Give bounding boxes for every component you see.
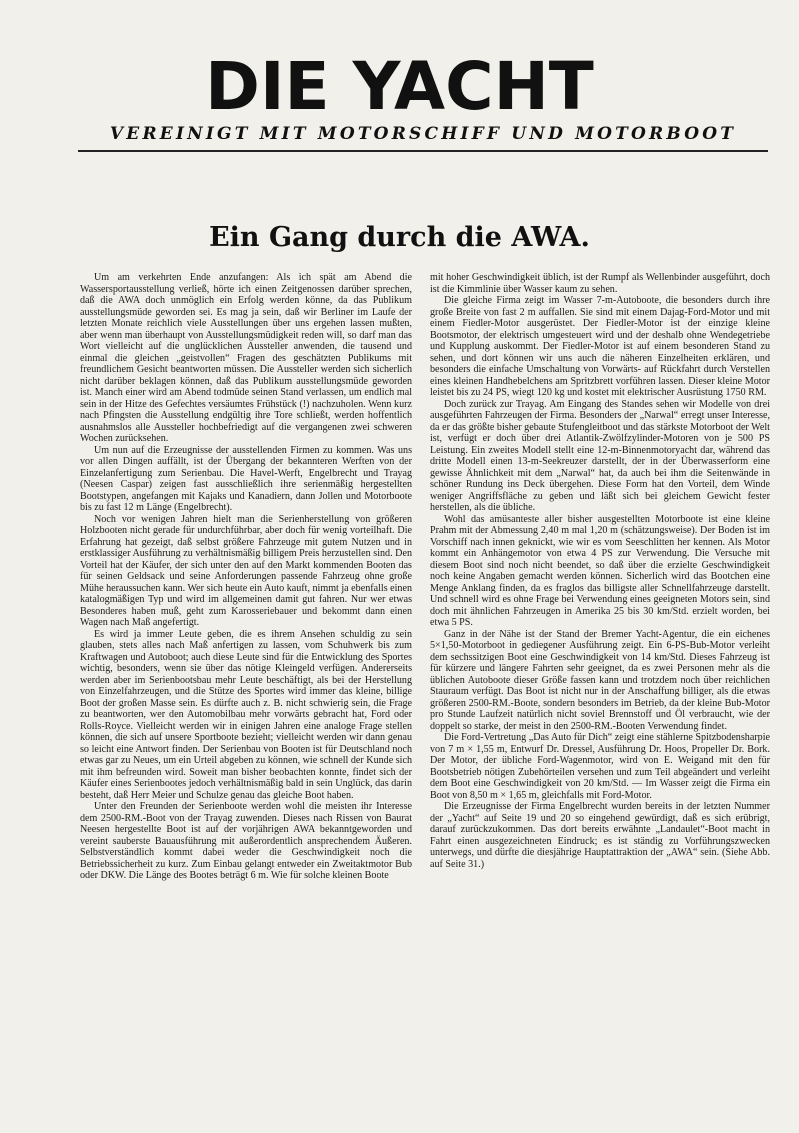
paragraph: Die Erzeugnisse der Firma Engelbrecht wurden bereits in der letzten Nummer der „Yacht“ auf Seite 19 und 20 so eingehend gewürdigt, daß es sich erübrigt, darauf zurückzukommen. Das dort bereits erwähnte „Landaulet“-Boot macht in Fahrt einen ausgezeichneten Eindruck; es ist ständig zu Vorführungszwecken unterwegs, und dürfte die diesjährige Hauptattraktion der „AWA“ sein. (Siehe Abb. auf Seite 31.) xyxy=(430,801,770,870)
masthead-rule xyxy=(78,150,768,152)
paragraph: Ganz in der Nähe ist der Stand der Bremer Yacht-Agentur, die ein eichenes 5×1,50-Motorboot in gediegener Ausführung zeigt. Ein 6-PS-Bub-Motor verleiht dem sechssitzigen Boot eine Geschwindigkeit von 14 km/Std. Dieses Fahrzeug ist für kürzere und längere Fahrten sehr geeignet, da es zwei Personen mehr als die üblichen Autoboote dieser Größe fassen kann und trotzdem noch über reichlichen Stauraum verfügt. Das Boot ist nicht nur in der Anschaffung billiger, als die etwas größeren 2500-RM.-Boote, sondern besonders im Betrieb, da der kleine Bub-Motor pro Stunde Laufzeit natürlich nicht soviel Brennstoff und Öl verbraucht, wie der doppelt so starke, der meist in den 2500-RM.-Booten Verwendung findet. xyxy=(430,628,770,732)
paragraph: Um nun auf die Erzeugnisse der ausstellenden Firmen zu kommen. Was uns vor allen Dingen auffällt, ist der Übergang der bekannteren Werften von der Einzelanfertigung zum Serienbau. Die Havel-Werft, Engelbrecht und Trayag (Neesen Caspar) zeigen fast ausschließlich ihre serienmäßig hergestellten Bootstypen, angefangen mit Kajaks und Kanadiern, dann Jollen und Motorboote bis zu fast 12 m Länge (Engelbrecht). xyxy=(80,444,412,513)
paragraph: Unter den Freunden der Serienboote werden wohl die meisten ihr Interesse dem 2500-RM.-Boot von der Trayag zuwenden. Dieses nach Rissen von Baurat Neesen hergestellte Boot ist auf der vorjährigen AWA bekanntgeworden und vereint sauberste Bauausführung mit außerordentlich ansprechendem Äußeren. Selbstverständlich kommt dabei weder die Geschwindigkeit noch die Betriebssicherheit zu kurz. Zum Einbau gelangt entweder ein Zweitaktmotor Bub oder DKW. Die Länge des Bootes beträgt 6 m. Wie für solche kleinen Boote xyxy=(80,801,412,881)
paragraph: Doch zurück zur Trayag. Am Eingang des Standes sehen wir Modelle von drei ausgeführten Fahrzeugen der Firma. Besonders der „Narwal“ erregt unser Interesse, da er das größte bisher gebaute Stufengleitboot und das stärkste Motorboot der Welt ist, verfügt er doch über drei Atlantik-Zwölfzylinder-Motoren von je 500 PS Leistung. Ein zweites Modell stellt eine 12-m-Binnenmotoryacht dar, während das dritte Modell einen 13-m-Seekreuzer darstellt, der in der Überwasserform eine gewisse Ähnlichkeit mit dem „Narwal“ hat, da auch bei ihm die Seitenwände in schöner Rundung ins Deck übergehen. Diese Form hat den Vorteil, dem Winde weniger Angriffsfläche zu geben und läßt sich bei gleichem Gewicht fester herstellen, als die übliche. xyxy=(430,398,770,513)
paragraph: Um am verkehrten Ende anzufangen: Als ich spät am Abend die Wassersportausstellung verließ, hörte ich einen Zeitgenossen darüber sprechen, daß die AWA doch unmöglich ein Erfolg werden könne, da das Publikum ausstellungsmüde geworden sei. Es mag ja sein, daß wir Berliner im Laufe der letzten Monate reichlich viele Ausstellungen über uns ergehen lassen mußten, aber wenn man überhaupt von Ausstellungsmüdigkeit reden will, so darf man das Wort vielleicht auf die unglücklichen Aussteller anwenden, die tausend und einmal die gleichen „geistvollen“ Fragen des geschätzten Publikums mit freundlichem Gesicht beantworten müssen. Die Aussteller werden sich sicherlich nicht darüber beklagen können, daß das Publikum ausstellungsmüde geworden ist. Manch einer wird am Abend todmüde seinen Stand verlassen, um endlich mal sein in der Hitze des Gefechtes versäumtes Frühstück (!) nachzuholen. Wenn kurz nach Pfingsten die Ausstellung endgültig ihre Tore schließt, werden hoffentlich ausnahmslos alle Aussteller hochbefriedigt auf die vergangenen zwei schweren Wochen zurücksehen. xyxy=(80,272,412,444)
paragraph: Die Ford-Vertretung „Das Auto für Dich“ zeigt eine stählerne Spitzbodensharpie von 7 m × 1,55 m, Entwurf Dr. Dressel, Ausführung Dr. Hoos, Propeller Dr. Bork. Der Motor, der übliche Ford-Wagenmotor, wird von E. Weigand mit den für Bootsbetrieb nötigen Zubehörteilen versehen und zum Teil abgeändert und verleiht dem Boot eine Geschwindigkeit von 20 km/Std. — Im Wasser zeigt die Firma ein Boot von 8,50 m × 1,65 m, gleichfalls mit Ford-Motor. xyxy=(430,732,770,801)
paragraph: Es wird ja immer Leute geben, die es ihrem Ansehen schuldig zu sein glauben, stets alles nach Maß anfertigen zu lassen, vom Schuhwerk bis zum Kraftwagen und Autoboot; auch diese Leute sind für die Entwicklung des Sportes wichtig, besonders, wenn sie über das nötige Kleingeld verfügen. Andererseits werden aber im Serienbootsbau mehr Leute beschäftigt, als bei der Herstellung von Einzelfahrzeugen, und die Stütze des Sportes wird immer das kleine, billige Boot der großen Masse sein. Es dürfte auch z. B. nicht schwierig sein, die Frage zu beantworten, wer den Automobilbau mehr vorwärts gebracht hat, Ford oder Rolls-Royce. Vielleicht werden wir in einigen Jahren eine analoge Frage stellen können, die sich auf unsere Sportboote bezieht; vielleicht werden wir dann genau so leicht eine Antwort finden. Der Serienbau von Booten ist für Deutschland noch etwas gar zu Neues, um ein Urteil abgeben zu können, wie schnell der Kunde sich mit ihm befreunden wird. Soweit man bisher beobachten konnte, findet sich der Käufer eines Serienbootes jedoch verhältnismäßig bald in sein Unglück, das darin besteht, daß Herr Meier und Schulze genau das gleiche Boot haben. xyxy=(80,628,412,801)
paragraph: mit hoher Geschwindigkeit üblich, ist der Rumpf als Wellenbinder ausgeführt, doch ist die Kimmlinie über Wasser kaum zu sehen. xyxy=(430,272,770,295)
magazine-title: DIE YACHT xyxy=(205,48,594,125)
magazine-subtitle: VEREINIGT MIT MOTORSCHIFF UND MOTORBOOT xyxy=(109,124,737,144)
paragraph: Die gleiche Firma zeigt im Wasser 7-m-Autoboote, die besonders durch ihre große Breite von fast 2 m auffallen. Sie sind mit einem Dajag-Ford-Motor und mit einem Fiedler-Motor ausgerüstet. Der Fiedler-Motor ist der einzige kleine Bootsmotor, der elektrisch umgesteuert wird und der deshalb ohne Wendegetriebe und Kupplung auskommt. Der Fiedler-Motor ist auf einem besonderen Stand zu sehen, und dort können wir uns auch die näheren Einzelheiten erklären, und besonders die einfache Umschaltung von Vorwärts- auf Rückfahrt durch Verstellen eines kleinen Handhebelchens am Spritzbrett vorführen lassen. Dieser kleine Motor leistet bis zu 24 PS, wiegt 120 kg und kostet mit elektrischer Ausrüstung 1750 RM. xyxy=(430,295,770,398)
paragraph: Noch vor wenigen Jahren hielt man die Serienherstellung von größeren Holzbooten nicht gerade für undurchführbar, aber doch für wenig vorteilhaft. Die Erfahrung hat gezeigt, daß selbst größere Fahrzeuge mit gutem Nutzen und in erstklassiger Ausführung zu verhältnismäßig billigem Preis herzustellen sind. Den Vorteil hat der Käufer, der sich unter den auf den Markt kommenden Booten das für seinen Geldsack und seine Anforderungen passende Fahrzeug ohne große Mühe heraussuchen kann. Wer sich heute ein Auto kauft, nimmt ja ebenfalls einen katalogmäßigen Typ und wird im allgemeinen damit gut fahren. Nur wer etwas Besonderes haben muß, geht zum Karosseriebauer und bekommt dann einen Wagen nach Maß angefertigt. xyxy=(80,513,412,628)
article-column-left xyxy=(80,272,412,882)
article-column-right xyxy=(430,272,770,870)
paragraph: Wohl das amüsanteste aller bisher ausgestellten Motorboote ist eine kleine Prahm mit der Abmessung 2,40 m mal 1,20 m (schätzungsweise). Der Boden ist im Vorschiff nach innen geknickt, wie wir es vom Seeschlitten her kennen. Als Motor kommt ein Anhängemotor von etwa 4 PS zur Verwendung. Die Versuche mit diesem Boot sind noch nicht beendet, so daß über die erzielte Geschwindigkeit noch keine Angaben gemacht werden können. Sicherlich wird das Bootchen eine Menge Anklang finden, da es fraglos das billigste aller Schnellfahrzeuge darstellt. Und schnell wird es ohne Frage bei Verwendung eines geeigneten Motors sein, sind doch mit ähnlichen Fahrzeugen in Amerika 25 bis 30 km/Std. erzielt worden, bei etwa 5 PS. xyxy=(430,513,770,628)
article-title: Ein Gang durch die AWA. xyxy=(209,222,590,253)
